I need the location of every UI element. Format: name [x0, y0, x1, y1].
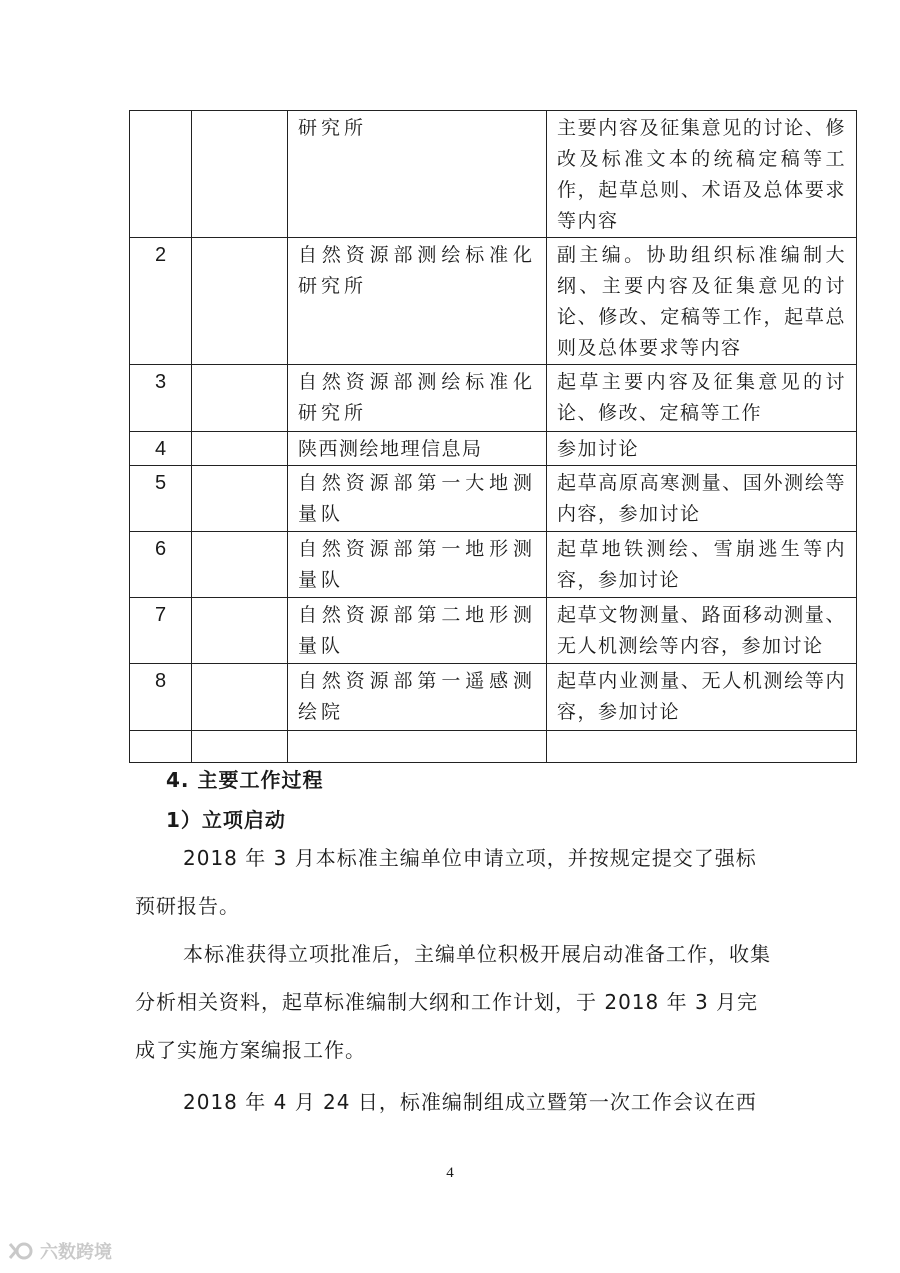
unit-name: 自然资源部测绘标准化研究所 — [288, 365, 547, 432]
watermark-logo-icon — [6, 1240, 34, 1262]
paragraph: 2018 年 4 月 24 日，标准编制组成立暨第一次工作会议在西 — [183, 1090, 757, 1114]
row-number: 2 — [130, 238, 192, 365]
paragraph: 本标准获得立项批准后，主编单位积极开展启动准备工作，收集分析相关资料，起草标准编制大纲和工作计划，于 2018 年 3 月完成了实施方案编报工作。 — [135, 942, 771, 1062]
participants-table — [129, 110, 857, 763]
unit-name: 研究所 — [288, 111, 547, 238]
paragraph: 2018 年 3 月本标准主编单位申请立项，并按规定提交了强标预研报告。 — [135, 846, 757, 918]
table-row — [130, 111, 857, 238]
task-description: 起草内业测量、无人机测绘等内容，参加讨论 — [547, 664, 857, 731]
table-row — [130, 365, 857, 432]
task-description: 起草地铁测绘、雪崩逃生等内容，参加讨论 — [547, 532, 857, 598]
task-description: 主要内容及征集意见的讨论、修改及标准文本的统稿定稿等工作，起草总则、术语及总体要求等内容 — [547, 111, 857, 238]
watermark-text: 六数跨境 — [40, 1242, 112, 1263]
row-number: 8 — [130, 664, 192, 731]
blank-cell — [192, 532, 288, 598]
unit-name: 自然资源部测绘标准化研究所 — [288, 238, 547, 365]
table-row — [130, 598, 857, 664]
row-number: 7 — [130, 598, 192, 664]
row-number: 5 — [130, 466, 192, 532]
unit-name — [288, 731, 547, 763]
watermark — [6, 1238, 112, 1264]
unit-name: 自然资源部第一地形测量队 — [288, 532, 547, 598]
table-row — [130, 664, 857, 731]
task-description: 起草文物测量、路面移动测量、无人机测绘等内容，参加讨论 — [547, 598, 857, 664]
table-row — [130, 532, 857, 598]
table-row — [130, 731, 857, 763]
page-number: 4 — [446, 1165, 454, 1181]
row-number: 3 — [130, 365, 192, 432]
row-number: 4 — [130, 432, 192, 466]
blank-cell — [192, 111, 288, 238]
task-description: 副主编。协助组织标准编制大纲、主要内容及征集意见的讨论、修改、定稿等工作，起草总则及总体要求等内容 — [547, 238, 857, 365]
task-description — [547, 731, 857, 763]
task-description: 起草高原高寒测量、国外测绘等内容，参加讨论 — [547, 466, 857, 532]
row-number: 6 — [130, 532, 192, 598]
table-row — [130, 238, 857, 365]
blank-cell — [192, 238, 288, 365]
blank-cell — [192, 598, 288, 664]
task-description: 参加讨论 — [547, 432, 857, 466]
section-heading: 4. 主要工作过程 — [166, 768, 324, 792]
unit-name: 自然资源部第二地形测量队 — [288, 598, 547, 664]
table-row — [130, 466, 857, 532]
blank-cell — [192, 466, 288, 532]
unit-name: 自然资源部第一遥感测绘院 — [288, 664, 547, 731]
unit-name: 自然资源部第一大地测量队 — [288, 466, 547, 532]
subsection-heading: 1）立项启动 — [166, 808, 286, 832]
blank-cell — [192, 365, 288, 432]
row-number — [130, 731, 192, 763]
table-row — [130, 432, 857, 466]
blank-cell — [192, 664, 288, 731]
blank-cell — [192, 432, 288, 466]
blank-cell — [192, 731, 288, 763]
row-number — [130, 111, 192, 238]
unit-name: 陕西测绘地理信息局 — [288, 432, 547, 466]
task-description: 起草主要内容及征集意见的讨论、修改、定稿等工作 — [547, 365, 857, 432]
